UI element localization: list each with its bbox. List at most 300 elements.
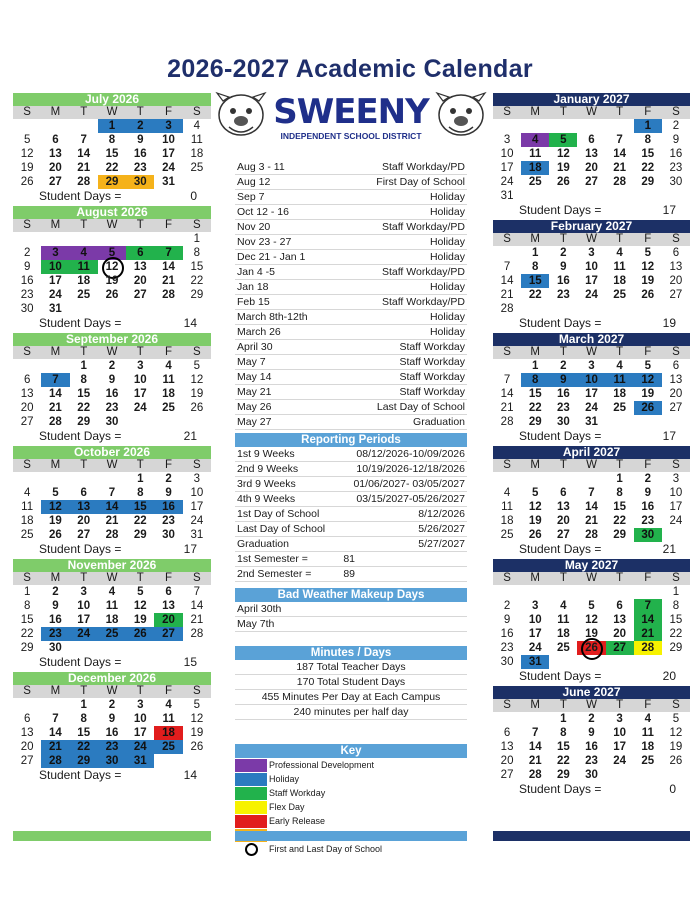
day-cell: 14 (500, 275, 514, 287)
event-label: Holiday (429, 251, 465, 263)
day-of-week-label: W (586, 459, 597, 471)
day-cell: 24 (669, 515, 683, 527)
month-block (13, 333, 211, 444)
day-cell: 23 (133, 162, 147, 174)
day-of-week-label: F (644, 699, 652, 711)
day-cell: 18 (20, 515, 34, 527)
day-cell: 9 (52, 600, 59, 612)
event-label: Staff Workday/PD (381, 161, 465, 173)
day-cell: 18 (105, 614, 119, 626)
day-cell: 12 (98, 260, 126, 274)
day-cell: 24 (585, 289, 598, 301)
day-cell: 28 (41, 754, 69, 768)
week-row (493, 373, 690, 387)
week-row (13, 260, 211, 274)
key-row (235, 842, 467, 856)
day-cell: 30 (669, 176, 683, 188)
week-row (13, 288, 211, 302)
day-cell: 29 (70, 754, 98, 768)
day-cell: 18 (500, 515, 514, 527)
event-label: Staff Workday (399, 371, 465, 383)
day-cell: 30 (20, 303, 34, 315)
day-of-week-label: M (50, 346, 61, 358)
day-cell (634, 415, 662, 429)
week-row (493, 613, 690, 627)
month-block (493, 93, 690, 218)
day-of-week-label: M (50, 106, 61, 118)
day-of-week-label: S (23, 219, 31, 231)
day-cell (493, 359, 521, 373)
day-cell (13, 359, 41, 373)
student-days-row (493, 316, 690, 331)
student-days-label: Student Days = (39, 542, 122, 556)
day-of-week-label: S (672, 233, 680, 245)
student-days-value: 21 (662, 542, 676, 556)
reporting-row (235, 462, 467, 477)
day-cell (183, 302, 211, 316)
day-cell: 20 (77, 515, 91, 527)
day-of-week-label: F (644, 233, 652, 245)
day-cell: 24 (133, 402, 147, 414)
day-cell: 6 (23, 374, 31, 386)
event-date: May 26 (237, 401, 272, 413)
day-cell: 26 (634, 401, 662, 415)
day-cell: 7 (503, 374, 511, 386)
day-cell (521, 119, 549, 133)
event-row (235, 295, 467, 310)
day-of-week-label: S (672, 699, 680, 711)
day-cell: 18 (190, 148, 204, 160)
day-cell: 5 (549, 133, 577, 147)
day-cell: 10 (77, 600, 91, 612)
day-cell: 2 (23, 247, 31, 259)
event-date: March 26 (237, 326, 281, 338)
day-cell: 9 (549, 373, 577, 387)
day-cell: 22 (77, 402, 91, 414)
student-days-row (13, 655, 211, 670)
day-cell: 19 (669, 741, 683, 753)
reporting-name: 4th 9 Weeks (237, 493, 296, 505)
day-cell: 27 (585, 176, 598, 188)
right-calendar-column (493, 93, 690, 799)
day-cell: 18 (613, 388, 627, 400)
day-cell: 15 (528, 388, 542, 400)
day-cell (493, 712, 521, 726)
reporting-value: 01/06/2027- 03/05/2027 (353, 478, 465, 490)
day-cell: 7 (616, 134, 623, 146)
day-cell: 19 (641, 275, 655, 287)
day-cell: 24 (162, 162, 175, 174)
event-row (235, 250, 467, 265)
week-row (13, 175, 211, 189)
day-cell: 28 (190, 628, 204, 640)
day-cell: 2 (503, 600, 511, 612)
event-row (235, 265, 467, 280)
day-cell (662, 189, 690, 203)
week-row (13, 359, 211, 373)
day-cell: 27 (20, 416, 34, 428)
minutes-row: 187 Total Teacher Days (235, 660, 467, 675)
student-days-value: 0 (190, 189, 197, 203)
day-cell: 2 (560, 247, 567, 259)
day-cell: 8 (616, 487, 623, 499)
week-row (493, 302, 690, 316)
week-row (493, 655, 690, 669)
day-cell: 17 (49, 275, 62, 287)
day-cell: 28 (585, 529, 598, 541)
day-of-week-label: T (616, 233, 624, 245)
day-cell: 3 (137, 360, 144, 372)
day-cell: 12 (634, 373, 662, 387)
day-cell: 21 (190, 614, 204, 626)
week-row (493, 288, 690, 302)
day-cell: 26 (641, 289, 655, 301)
day-cell: 18 (613, 275, 627, 287)
day-cell: 12 (133, 600, 147, 612)
week-row (13, 500, 211, 514)
event-label: Holiday (429, 326, 465, 338)
day-cell: 19 (556, 162, 570, 174)
week-row (493, 161, 690, 175)
bad-weather-date: April 30th (235, 602, 467, 617)
day-cell: 16 (105, 727, 119, 739)
day-of-week-label: S (23, 106, 31, 118)
student-days-row (13, 542, 211, 557)
day-cell: 11 (21, 501, 34, 513)
day-of-week-label: M (50, 219, 61, 231)
day-cell: 7 (80, 134, 87, 146)
day-cell: 10 (669, 487, 683, 499)
day-cell (98, 232, 126, 246)
day-of-week-row (13, 685, 211, 698)
event-date: May 21 (237, 386, 272, 398)
day-of-week-label: S (23, 572, 31, 584)
day-cell: 13 (613, 614, 627, 626)
day-of-week-label: T (80, 459, 88, 471)
student-days-row (493, 203, 690, 218)
event-date: May 27 (237, 416, 272, 428)
day-of-week-label: T (616, 572, 624, 584)
event-date: Aug 12 (237, 176, 271, 188)
student-days-row (493, 429, 690, 444)
day-cell: 30 (126, 175, 154, 189)
reporting-row (235, 552, 467, 567)
day-cell (634, 655, 662, 669)
day-cell: 17 (528, 628, 542, 640)
day-cell: 16 (500, 628, 514, 640)
day-cell: 17 (500, 162, 514, 174)
day-cell: 6 (672, 360, 680, 372)
day-cell: 23 (641, 515, 655, 527)
key-label: Early Release (269, 816, 326, 826)
day-cell (183, 415, 211, 429)
key-swatch (235, 843, 267, 856)
day-cell: 14 (500, 388, 514, 400)
day-cell (126, 641, 154, 655)
day-cell: 27 (606, 641, 634, 655)
day-cell: 22 (105, 162, 119, 174)
day-cell: 16 (669, 148, 683, 160)
day-cell: 29 (190, 289, 204, 301)
event-label: Staff Workday (399, 341, 465, 353)
week-row (13, 599, 211, 613)
week-row (13, 274, 211, 288)
week-row (493, 260, 690, 274)
day-cell: 16 (641, 501, 655, 513)
key-row (235, 786, 467, 800)
reporting-value: 08/12/2026-10/09/2026 (356, 448, 465, 460)
reporting-name: Graduation (237, 538, 289, 550)
day-cell (521, 712, 549, 726)
middle-footer-bar (235, 831, 467, 841)
day-cell: 3 (672, 473, 680, 485)
day-cell: 4 (616, 360, 623, 372)
day-cell: 26 (556, 176, 570, 188)
day-cell: 31 (521, 655, 549, 669)
week-row (493, 246, 690, 260)
day-cell (549, 302, 577, 316)
week-row (13, 514, 211, 528)
day-of-week-label: F (165, 219, 173, 231)
event-row (235, 310, 467, 325)
day-cell: 12 (41, 500, 69, 514)
event-date: April 30 (237, 341, 273, 353)
student-days-row (13, 768, 211, 783)
day-cell: 12 (556, 148, 570, 160)
day-cell: 17 (133, 727, 147, 739)
day-cell: 8 (137, 487, 144, 499)
day-cell: 20 (133, 275, 147, 287)
student-days-value: 21 (183, 429, 197, 443)
day-cell: 1 (616, 473, 623, 485)
day-cell: 7 (154, 246, 182, 260)
day-cell: 4 (560, 600, 567, 612)
event-row (235, 385, 467, 400)
day-cell (41, 232, 69, 246)
day-of-week-label: F (644, 572, 652, 584)
student-days-value: 0 (669, 782, 676, 796)
day-cell: 24 (613, 755, 627, 767)
day-cell: 27 (154, 627, 182, 641)
day-cell: 20 (500, 755, 514, 767)
key-label: Holiday (269, 774, 300, 784)
day-cell: 13 (556, 501, 570, 513)
day-cell (606, 585, 634, 599)
day-cell: 26 (105, 289, 119, 301)
day-cell: 29 (77, 416, 91, 428)
day-cell: 22 (641, 162, 655, 174)
day-cell: 30 (162, 529, 175, 541)
week-row (493, 754, 690, 768)
day-cell (634, 768, 662, 782)
week-row (13, 401, 211, 415)
day-cell (577, 585, 605, 599)
week-row (13, 528, 211, 542)
student-days-value: 19 (662, 316, 676, 330)
day-of-week-label: T (80, 572, 88, 584)
day-cell: 29 (528, 416, 542, 428)
day-cell: 18 (77, 275, 91, 287)
day-cell: 5 (672, 713, 680, 725)
day-of-week-label: S (193, 346, 201, 358)
day-cell: 28 (500, 303, 514, 315)
day-cell (521, 585, 549, 599)
day-cell: 23 (41, 627, 69, 641)
day-cell: 11 (529, 148, 542, 160)
day-cell: 26 (126, 627, 154, 641)
day-cell: 8 (560, 727, 567, 739)
day-of-week-label: T (616, 106, 624, 118)
day-of-week-label: F (165, 346, 173, 358)
day-cell: 17 (162, 148, 175, 160)
day-cell: 31 (49, 303, 62, 315)
day-cell: 21 (500, 289, 514, 301)
day-cell (13, 472, 41, 486)
day-of-week-row (13, 459, 211, 472)
day-cell: 21 (77, 162, 91, 174)
month-header: January 2027 (493, 93, 690, 106)
event-label: Last Day of School (376, 401, 465, 413)
day-cell: 2 (52, 586, 59, 598)
day-cell: 31 (162, 176, 175, 188)
day-cell: 26 (528, 529, 542, 541)
day-cell: 22 (528, 289, 542, 301)
key-swatch (235, 801, 267, 814)
day-cell: 12 (585, 614, 598, 626)
day-cell: 26 (190, 402, 204, 414)
day-of-week-label: T (559, 459, 567, 471)
day-cell: 8 (23, 600, 31, 612)
day-cell: 6 (23, 713, 31, 725)
day-cell (70, 302, 98, 316)
day-cell: 12 (528, 501, 542, 513)
day-cell: 16 (133, 148, 147, 160)
month-header: March 2027 (493, 333, 690, 346)
day-cell: 26 (669, 755, 683, 767)
day-cell: 4 (521, 133, 549, 147)
day-of-week-label: T (616, 346, 624, 358)
month-block (493, 686, 690, 797)
student-days-value: 14 (183, 768, 197, 782)
day-of-week-label: W (586, 106, 597, 118)
day-cell: 21 (613, 162, 627, 174)
day-cell: 24 (500, 176, 514, 188)
day-cell: 8 (532, 261, 539, 273)
month-header: July 2026 (13, 93, 211, 106)
day-cell: 4 (70, 246, 98, 260)
day-cell: 16 (556, 275, 570, 287)
day-cell: 12 (641, 261, 655, 273)
day-cell: 31 (585, 416, 598, 428)
week-row (13, 472, 211, 486)
day-cell: 18 (521, 161, 549, 175)
reporting-name: 2nd Semester = (237, 568, 312, 580)
day-cell: 14 (98, 500, 126, 514)
week-row (493, 641, 690, 655)
week-row (13, 232, 211, 246)
day-of-week-label: T (136, 685, 144, 697)
day-cell: 5 (644, 247, 651, 259)
day-cell (606, 189, 634, 203)
day-of-week-label: M (50, 572, 61, 584)
day-cell: 14 (77, 148, 91, 160)
day-cell: 8 (672, 600, 680, 612)
day-cell: 3 (193, 473, 201, 485)
key-swatch (235, 787, 267, 800)
day-cell: 12 (20, 148, 34, 160)
day-cell: 10 (528, 614, 542, 626)
week-row (493, 359, 690, 373)
day-cell: 28 (162, 289, 175, 301)
day-cell: 31 (126, 754, 154, 768)
week-row (493, 486, 690, 500)
day-cell: 21 (500, 402, 514, 414)
month-header: May 2027 (493, 559, 690, 572)
day-cell: 5 (193, 699, 201, 711)
event-label: Staff Workday/PD (381, 296, 465, 308)
day-cell: 10 (190, 487, 204, 499)
day-of-week-row (493, 572, 690, 585)
day-cell: 9 (560, 261, 567, 273)
events-panel (235, 160, 467, 856)
reporting-value: 81 (343, 553, 355, 565)
day-of-week-label: F (644, 346, 652, 358)
day-of-week-label: S (503, 233, 511, 245)
day-cell: 22 (70, 740, 98, 754)
day-cell: 25 (154, 740, 182, 754)
day-of-week-row (493, 233, 690, 246)
day-cell: 13 (500, 741, 514, 753)
day-cell: 6 (616, 600, 623, 612)
event-row (235, 160, 467, 175)
month-block (493, 559, 690, 684)
day-cell: 7 (532, 727, 539, 739)
day-cell: 20 (49, 162, 62, 174)
event-row (235, 280, 467, 295)
event-label: Staff Workday/PD (381, 266, 465, 278)
week-row (493, 514, 690, 528)
day-of-week-label: S (503, 699, 511, 711)
day-of-week-label: T (136, 572, 144, 584)
day-cell (606, 655, 634, 669)
day-cell: 27 (556, 529, 570, 541)
day-cell: 30 (98, 754, 126, 768)
day-cell (41, 359, 69, 373)
day-cell (98, 472, 126, 486)
day-cell: 19 (20, 162, 34, 174)
day-cell: 25 (98, 627, 126, 641)
week-row (13, 415, 211, 429)
day-cell: 23 (98, 740, 126, 754)
week-row (493, 585, 690, 599)
day-cell: 17 (133, 388, 147, 400)
day-cell (577, 302, 605, 316)
day-of-week-label: M (530, 346, 540, 358)
day-cell (549, 189, 577, 203)
day-cell (154, 232, 182, 246)
day-cell: 24 (126, 740, 154, 754)
day-cell: 15 (20, 614, 34, 626)
day-cell: 10 (162, 134, 175, 146)
day-cell: 10 (41, 260, 69, 274)
day-cell: 23 (20, 289, 34, 301)
day-cell (634, 585, 662, 599)
student-days-label: Student Days = (519, 542, 602, 556)
day-cell (70, 641, 98, 655)
day-cell: 1 (672, 586, 680, 598)
day-cell: 1 (532, 360, 539, 372)
month-header: August 2026 (13, 206, 211, 219)
